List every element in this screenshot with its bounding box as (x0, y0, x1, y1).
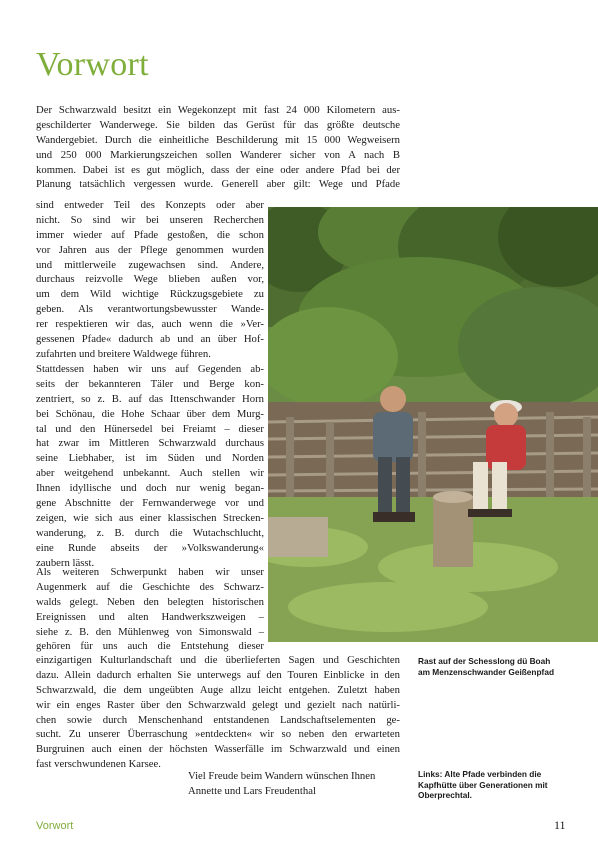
text-line: sucht. Zu unserer Überraschung »entdeckten« wir so neben den erwarteten (36, 728, 400, 741)
text-line: vor Jahren aus der Pflege genommen wurden (36, 243, 264, 256)
paragraph-landscape (36, 653, 400, 772)
text-line: geschilderter Wanderwege. Sie bilden das Gerüst für das größte deutsche (36, 118, 400, 131)
footer-section-label: Vorwort (36, 820, 74, 832)
side-caption-line-3: Oberprechtal. (418, 790, 472, 800)
text-line: Schwarzwald, die dem ungeübten Auge allzu leicht entgehen. Zuletzt haben (36, 683, 400, 696)
text-line: Als weiteren Schwerpunkt haben wir unser (36, 566, 264, 578)
text-line: zentriert, so z. B. auf das Ittenschwander Horn (36, 392, 264, 405)
text-line: hat zwar im Mittleren Schwarzwald durchaus (36, 437, 264, 450)
text-line: und mittlerweile zugewachsen sind. Andere, (36, 258, 264, 271)
photo-illustration (268, 207, 598, 642)
paragraph-history (36, 565, 264, 654)
page-number: 11 (554, 818, 566, 832)
side-caption (418, 769, 593, 801)
signoff (188, 769, 375, 799)
text-line: durchaus reizvolle Wege blieben außen vor, (36, 273, 264, 286)
text-line: Planung tatsächlich vergessen wurde. Generell aber gilt: Wege und Pfade (36, 178, 400, 191)
text-line: aber weitgehend unbekannt. Auch stellen wir (36, 467, 264, 480)
text-line: kommen. Dabei ist es gut möglich, dass der eine oder andere Pfad bei der (36, 163, 400, 176)
page-title: Vorwort (36, 46, 149, 83)
text-line: gehören für uns auch die Entstehung dieser (36, 640, 264, 653)
side-caption-line-1: Links: Alte Pfade verbinden die (418, 769, 542, 779)
text-line: Ihnen idyllische und doch nur wenig began- (36, 482, 264, 495)
text-line: Augenmerk auf die Geschichte des Schwarz- (36, 580, 264, 593)
text-line: rer respektieren wir das, auch wenn die »Ver- (36, 318, 264, 331)
text-line: nicht. So sind wir bei unseren Recherchen (36, 213, 264, 226)
text-line: Burgruinen auch einen der höchsten Wasserfälle im Schwarzwald und einen (36, 743, 400, 756)
photo-caption-line-1: Rast auf der Schesslong dü Boah (418, 656, 551, 666)
signoff-greeting: Viel Freude beim Wandern wünschen Ihnen (188, 770, 376, 782)
text-line: eine Runde abseits der »Volkswanderung« (36, 541, 264, 554)
paragraph-forgotten-paths (36, 198, 264, 362)
text-line: einzigartigen Kulturlandschaft und die überlieferten Sagen und Geschichten (36, 654, 400, 666)
paragraph-focus-regions (36, 362, 264, 570)
text-line: Wandergebiet. Durch die einheitliche Beschilderung mit 15 000 Wegweisern (36, 133, 400, 146)
text-line: seine Liebhaber, ist im Süden und Norden (36, 452, 264, 465)
text-line: chen sowie durch Menschenhand entstandenen Landschaftselementen ge- (36, 713, 400, 726)
signoff-authors: Annette und Lars Freudenthal (188, 785, 316, 797)
text-line: wanderung, z. B. durch die Wutachschlucht, (36, 526, 264, 539)
text-line: und 250 000 Markierungszeichen sollen Wanderer sicher von A nach B (36, 148, 400, 161)
photo-caption (418, 656, 593, 677)
text-line: immer wieder auf Pfade gestoßen, die schon (36, 228, 264, 241)
text-line: wir ein enges Raster über den Schwarzwald gelegt und gezielt nach natürli- (36, 698, 400, 711)
side-caption-line-2: Kapfhütte über Generationen mit (418, 779, 548, 790)
text-line: tal und den Hünersedel bei Freiamt – dieser (36, 422, 264, 435)
text-line: seits der bekannteren Täler und Berge kon- (36, 377, 264, 390)
text-line: um dem Wild wichtige Rückzugsgebiete zu (36, 288, 264, 301)
text-line: gene Abschnitte der Fernwanderwege vor und (36, 497, 264, 510)
text-line: zeigen, wie sich aus einer klassischen Strecken- (36, 511, 264, 524)
text-line: fast verschwundenen Karsee. (36, 758, 161, 771)
text-line: bei Schönau, die Hohe Schaar über dem Murg- (36, 407, 264, 420)
text-line: geben. Als verantwortungsbewusster Wande- (36, 303, 264, 316)
text-line: walds gelegt. Neben den belegten historischen (36, 595, 264, 608)
text-line: Ereignissen und alten Handwerkszweigen – (36, 610, 264, 623)
text-line: zufahrten und breitere Waldwege führen. (36, 347, 211, 360)
text-line: sind entweder Teil des Konzepts oder aber (36, 199, 264, 211)
text-line: siehe z. B. den Mühlenweg von Simonswald – (36, 625, 264, 638)
text-line: gessenen Pfade« dadurch ab und an über Hof- (36, 333, 264, 346)
paragraph-intro (36, 103, 400, 192)
text-line: dazu. Allein dadurch erhalten Sie unterwegs auf den Touren Einblicke in den (36, 668, 400, 681)
text-line: Stattdessen haben wir uns auf Gegenden ab- (36, 363, 264, 375)
text-line: Der Schwarzwald besitzt ein Wegekonzept mit fast 24 000 Kilometern aus- (36, 104, 400, 116)
photo-caption-line-2: am Menzenschwander Geißenpfad (418, 666, 555, 677)
photo-hikers-on-bench (268, 207, 598, 642)
text-line: zaubern lässt. (36, 556, 95, 569)
